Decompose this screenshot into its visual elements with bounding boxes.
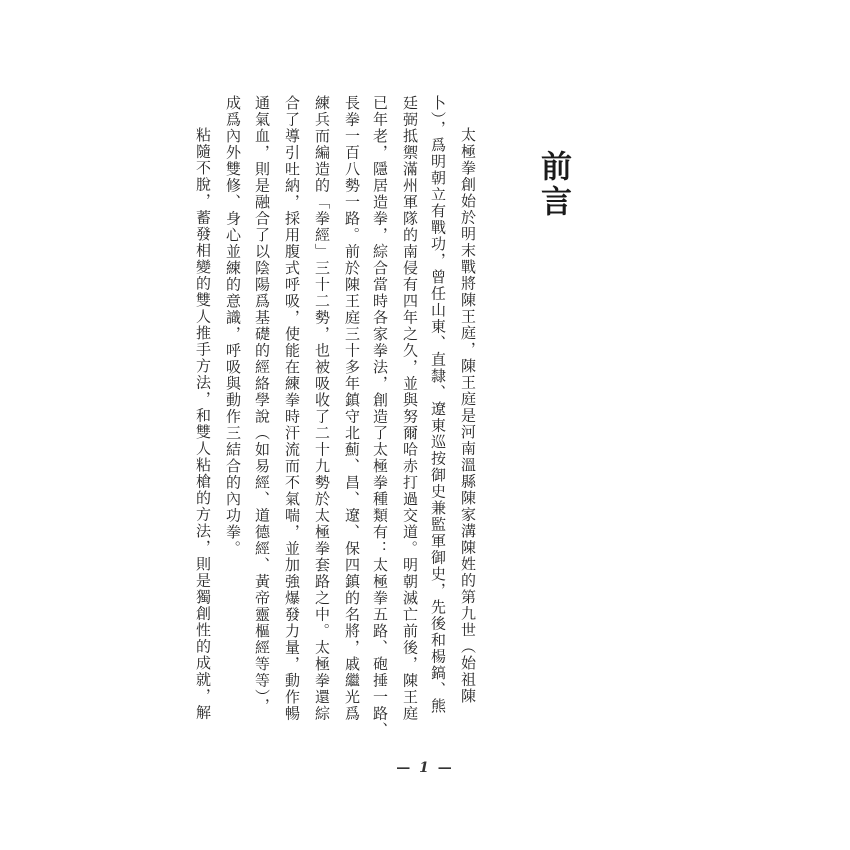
text-column-8: 通氣血，則是融合了以陰陽爲基礎的經絡學說（如易經、道德經、黃帝靈樞經等等）， <box>253 95 271 715</box>
text-column-1: 太極拳創始於明末戰將陳王庭，陳王庭是河南溫縣陳家溝陳姓的第九世（始祖陳 <box>459 127 477 705</box>
page-number-value: 1 <box>419 760 431 776</box>
text-column-7: 合了導引吐納，採用腹式呼吸，使能在練拳時汗流而不氣喘，並加強爆發力量，動作暢 <box>283 95 301 722</box>
text-column-6: 練兵而編造的「拳經」三十二勢，也被吸收了二十九勢於太極拳套路之中。太極拳還綜 <box>313 95 331 722</box>
chapter-title: 前言 <box>535 150 571 220</box>
text-column-5: 長拳一百八勢一路。前於陳王庭三十多年鎮守北薊、昌、遼、保四鎮的名將，戚繼光爲 <box>343 95 361 722</box>
text-column-3: 廷弼抵禦滿州軍隊的南侵有四年之久，並與努爾哈赤打過交道。明朝滅亡前後，陳王庭 <box>401 95 419 722</box>
page-number-dash-right: — <box>437 760 454 776</box>
page-number <box>385 760 465 776</box>
text-column-10: 粘隨不脫，蓄發相變的雙人推手方法，和雙人粘槍的方法，則是獨創性的成就，解 <box>194 127 212 721</box>
text-column-4: 已年老，隱居造拳，綜合當時各家拳法，創造了太極拳種類有：太極拳五路、砲捶一路、 <box>371 95 389 739</box>
page-number-dash-left: — <box>396 760 413 776</box>
text-column-9: 成爲內外雙修、身心並練的意識，呼吸與動作三結合的內功拳。 <box>224 95 242 557</box>
text-column-2: 卜），爲明朝立有戰功，曾任山東、直隸、遼東巡按御史兼監軍御史，先後和楊鎬、熊 <box>429 95 447 715</box>
